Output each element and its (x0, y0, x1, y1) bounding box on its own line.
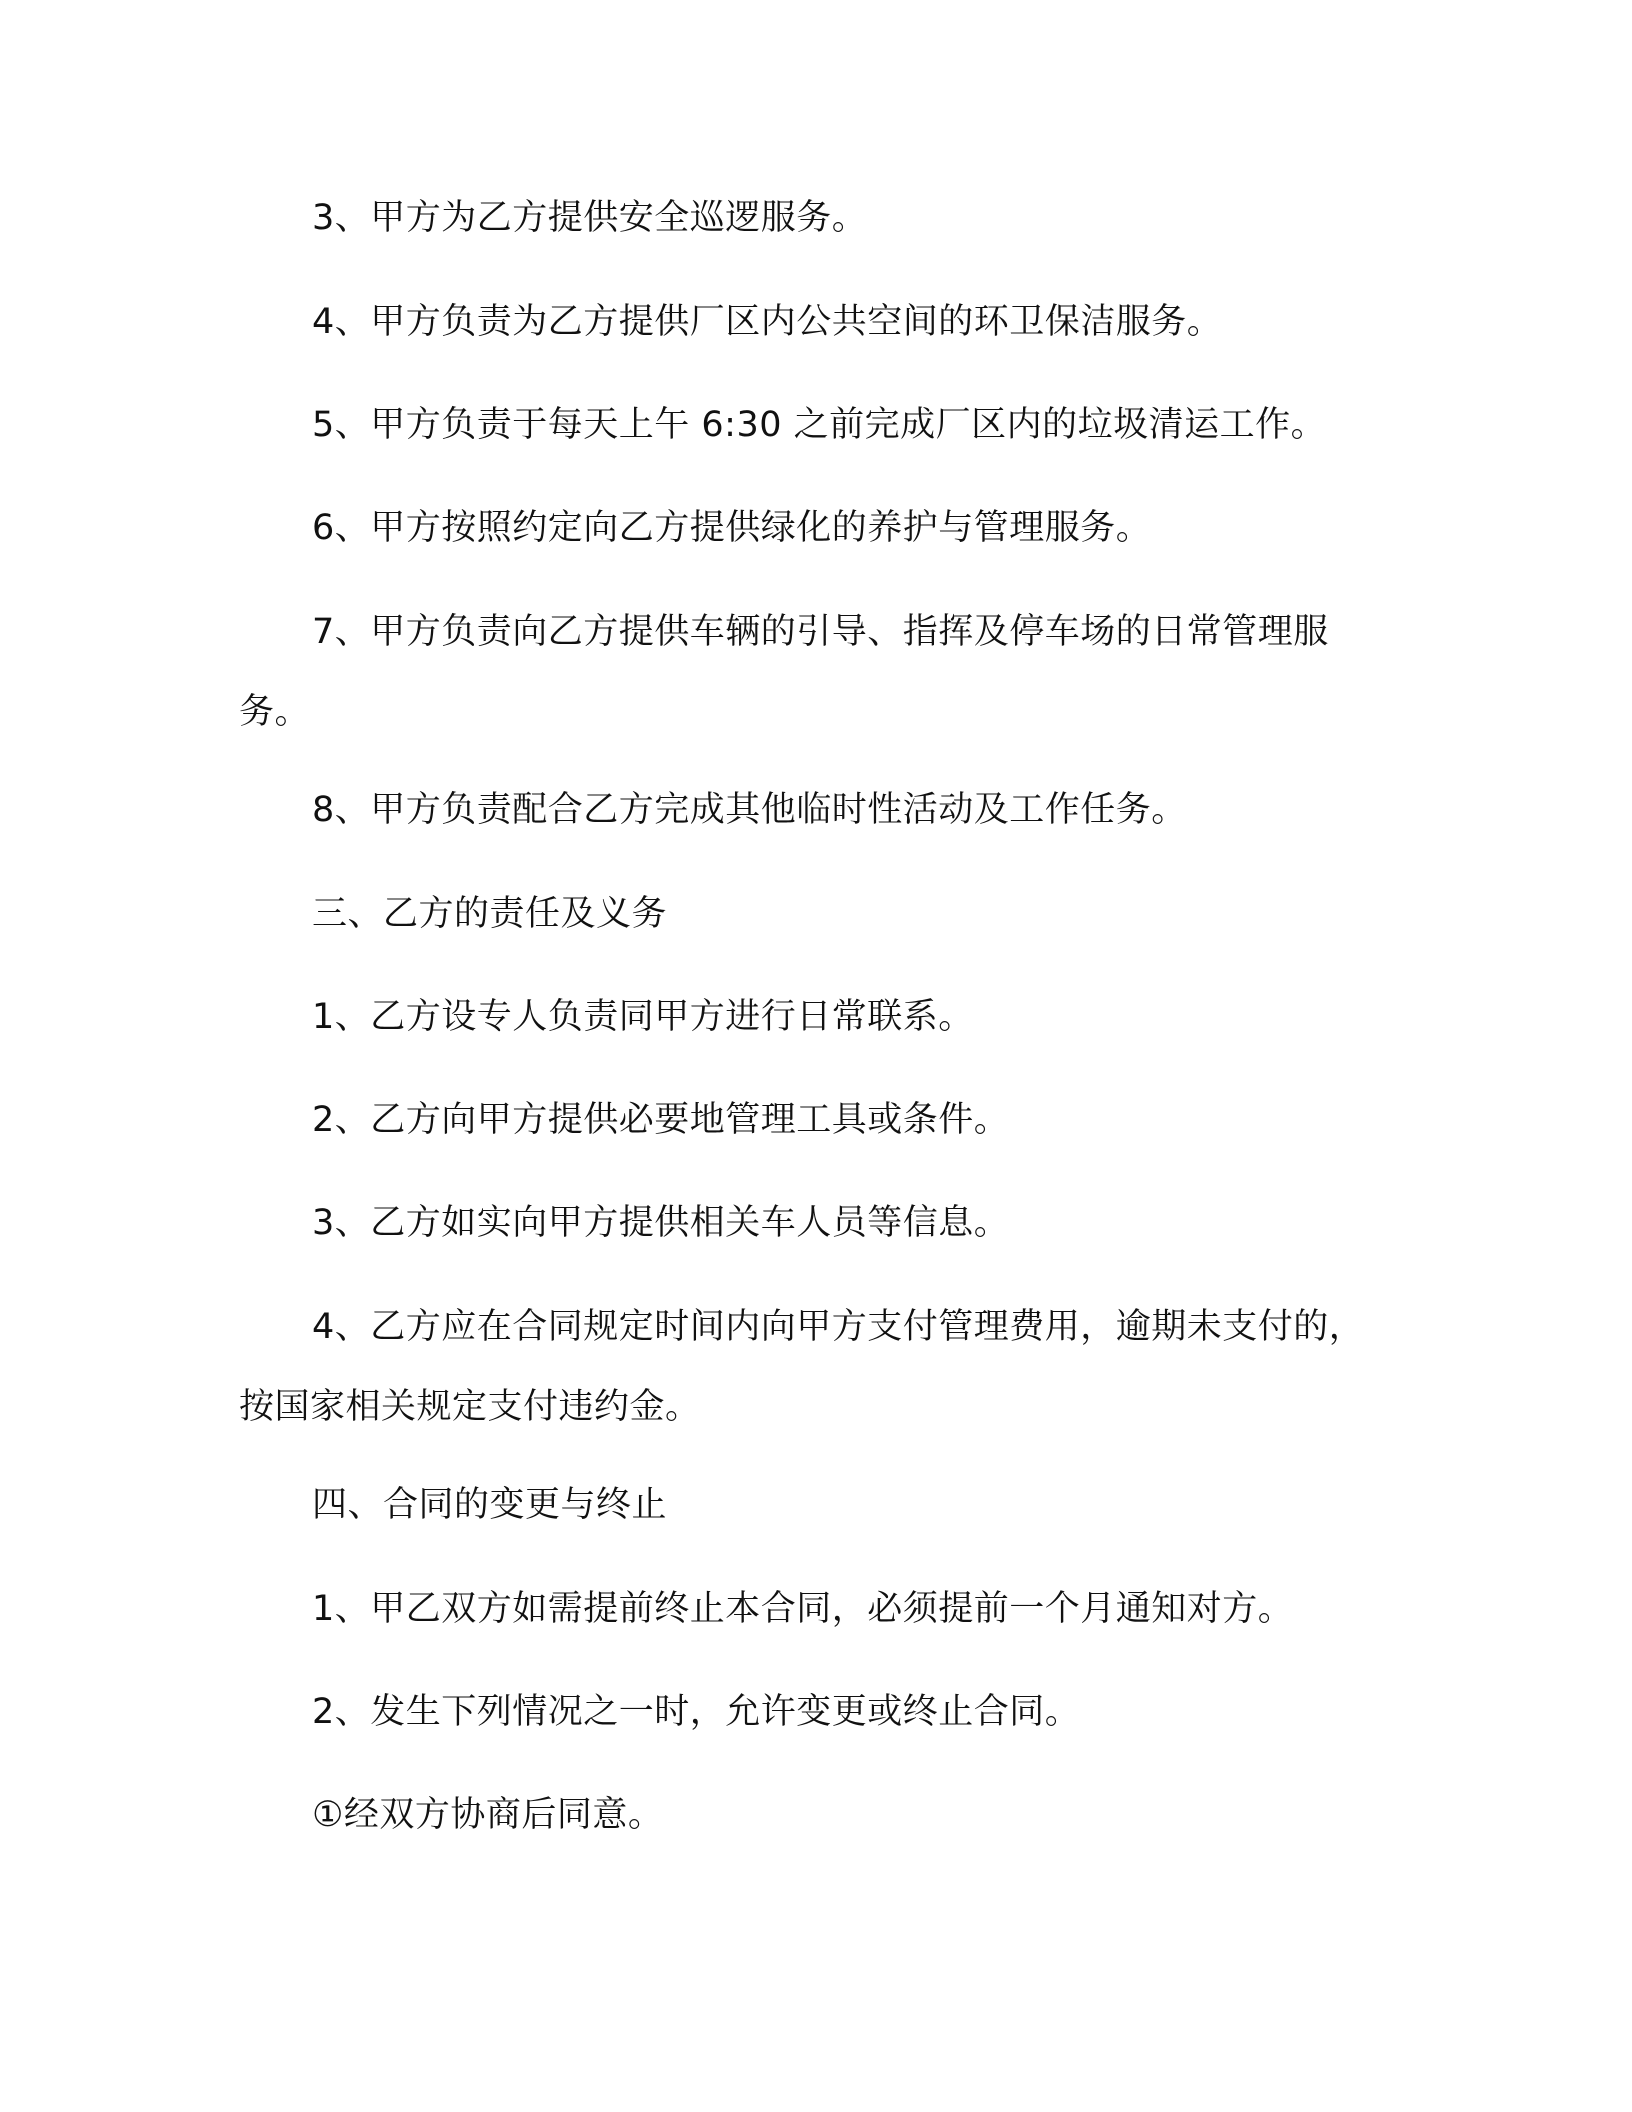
section-heading-party-b: 三、乙方的责任及义务 (312, 894, 668, 934)
clause-termination-notice: 1、甲乙双方如需提前终止本合同，必须提前一个月通知对方。 (312, 1589, 1294, 1629)
clause-sanitation-cleaning: 4、甲方负责为乙方提供厂区内公共空间的环卫保洁服务。 (312, 302, 1223, 342)
clause-greening-maintenance: 6、甲方按照约定向乙方提供绿化的养护与管理服务。 (312, 508, 1152, 548)
clause-management-tools: 2、乙方向甲方提供必要地管理工具或条件。 (312, 1100, 1010, 1140)
clause-security-patrol: 3、甲方为乙方提供安全巡逻服务。 (312, 198, 868, 238)
clause-daily-contact: 1、乙方设专人负责同甲方进行日常联系。 (312, 997, 974, 1037)
clause-change-conditions: 2、发生下列情况之一时，允许变更或终止合同。 (312, 1692, 1081, 1732)
clause-payment-line1: 4、乙方应在合同规定时间内向甲方支付管理费用，逾期未支付的， (312, 1307, 1365, 1347)
clause-vehicle-guidance-line1: 7、甲方负责向乙方提供车辆的引导、指挥及停车场的日常管理服 (312, 612, 1329, 652)
condition-item-mutual-agreement: ①经双方协商后同意。 (312, 1795, 664, 1835)
clause-payment-line2: 按国家相关规定支付违约金。 (239, 1387, 701, 1427)
clause-provide-info: 3、乙方如实向甲方提供相关车人员等信息。 (312, 1203, 1010, 1243)
section-heading-contract-change: 四、合同的变更与终止 (312, 1485, 668, 1525)
clause-garbage-removal: 5、甲方负责于每天上午 6:30 之前完成厂区内的垃圾清运工作。 (312, 405, 1327, 445)
clause-temporary-tasks: 8、甲方负责配合乙方完成其他临时性活动及工作任务。 (312, 790, 1187, 830)
clause-vehicle-guidance-line2: 务。 (239, 692, 311, 732)
